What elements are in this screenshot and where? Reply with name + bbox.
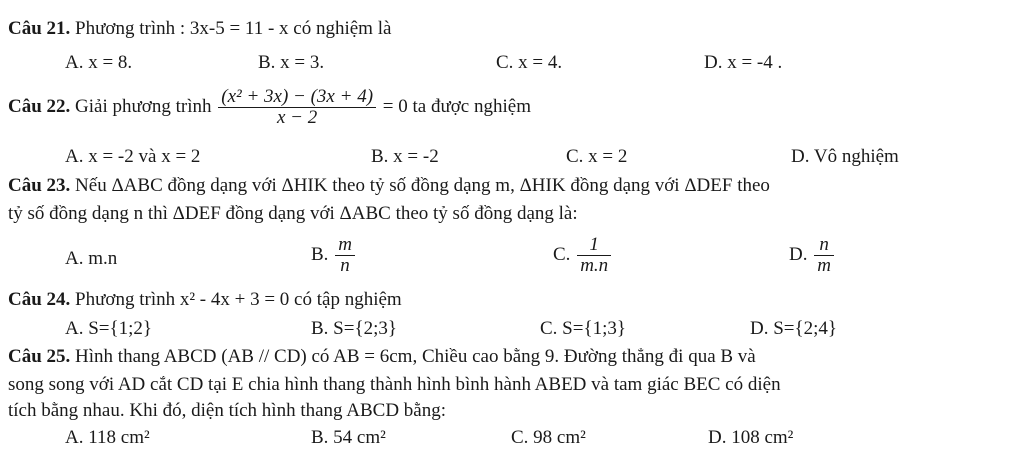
q24-option-a: A. S={1;2} (65, 318, 153, 339)
q25-line1: Hình thang ABCD (AB // CD) có AB = 6cm, Chiều cao bằng 9. Đường thẳng đi qua B và (75, 346, 756, 367)
q22-option-b: B. x = -2 (371, 146, 439, 167)
q21-option-d: D. x = -4 . (704, 52, 783, 73)
q22-label: Câu 22. (8, 95, 71, 117)
q24-stem (8, 289, 402, 311)
q24-label: Câu 24. (8, 289, 71, 310)
q22-option-c: C. x = 2 (566, 146, 628, 167)
q24-option-d: D. S={2;4} (750, 318, 838, 339)
q24-option-c: C. S={1;3} (540, 318, 626, 339)
q24-text: Phương trình x² - 4x + 3 = 0 có tập nghiệm (75, 289, 402, 310)
q23-label: Câu 23. (8, 175, 71, 196)
q25-option-a: A. 118 cm² (65, 427, 150, 448)
q22-frac-den: x − 2 (277, 107, 318, 128)
q23-option-b-label: B. (311, 243, 329, 265)
q21-label: Câu 21. (8, 18, 71, 39)
q25-line2: song song với AD cắt CD tại E chia hình thang thành hình bình hành ABED và tam giác BEC có diện (8, 374, 781, 395)
q22-frac-num: (x² + 3x) − (3x + 4) (218, 87, 376, 108)
q21-option-a: A. x = 8. (65, 52, 133, 73)
q23-option-c (553, 235, 613, 276)
q23-option-d-label: D. (789, 243, 808, 265)
q25-option-c: C. 98 cm² (511, 427, 586, 448)
q22-option-d: D. Vô nghiệm (791, 146, 899, 167)
q22-option-a: A. x = -2 và x = 2 (65, 146, 201, 167)
q23-option-b (311, 235, 357, 276)
q23-line1: Nếu ΔABC đồng dạng với ΔHIK theo tỷ số đồng dạng m, ΔHIK đồng dạng với ΔDEF theo (75, 175, 770, 196)
q23-option-c-den: m.n (580, 255, 609, 276)
q22-text-before: Giải phương trình (75, 95, 212, 117)
q23-option-b-den: n (340, 255, 350, 276)
q23-option-c-frac (577, 235, 611, 276)
q23-option-b-num: m (335, 235, 355, 256)
q21-stem (8, 18, 391, 40)
q23-stem-line1 (8, 175, 770, 197)
q21-option-b: B. x = 3. (258, 52, 325, 73)
q25-label: Câu 25. (8, 346, 71, 367)
q23-line2: tỷ số đồng dạng n thì ΔDEF đồng dạng với ΔABC theo tỷ số đồng dạng là: (8, 203, 578, 224)
q23-option-b-frac (335, 235, 355, 276)
q21-text: Phương trình : 3x-5 = 11 - x có nghiệm là (75, 18, 392, 39)
q22-eq: = 0 (382, 95, 408, 117)
q22-stem (8, 87, 531, 128)
q23-option-a: A. m.n (65, 248, 118, 269)
q25-option-d: D. 108 cm² (708, 427, 794, 448)
q23-option-c-label: C. (553, 243, 571, 265)
q24-option-b: B. S={2;3} (311, 318, 397, 339)
q22-text-after: ta được nghiệm (412, 95, 531, 117)
q23-option-d-den: m (817, 255, 831, 276)
q25-stem-line1 (8, 346, 756, 368)
q23-option-d (789, 235, 836, 276)
q22-fraction (218, 87, 376, 128)
q25-option-b: B. 54 cm² (311, 427, 386, 448)
q21-option-c: C. x = 4. (496, 52, 563, 73)
q25-line3: tích bằng nhau. Khi đó, diện tích hình thang ABCD bằng: (8, 400, 447, 421)
q23-option-d-frac (814, 235, 834, 276)
q23-option-d-num: n (814, 235, 834, 256)
q23-option-c-num: 1 (577, 235, 611, 256)
